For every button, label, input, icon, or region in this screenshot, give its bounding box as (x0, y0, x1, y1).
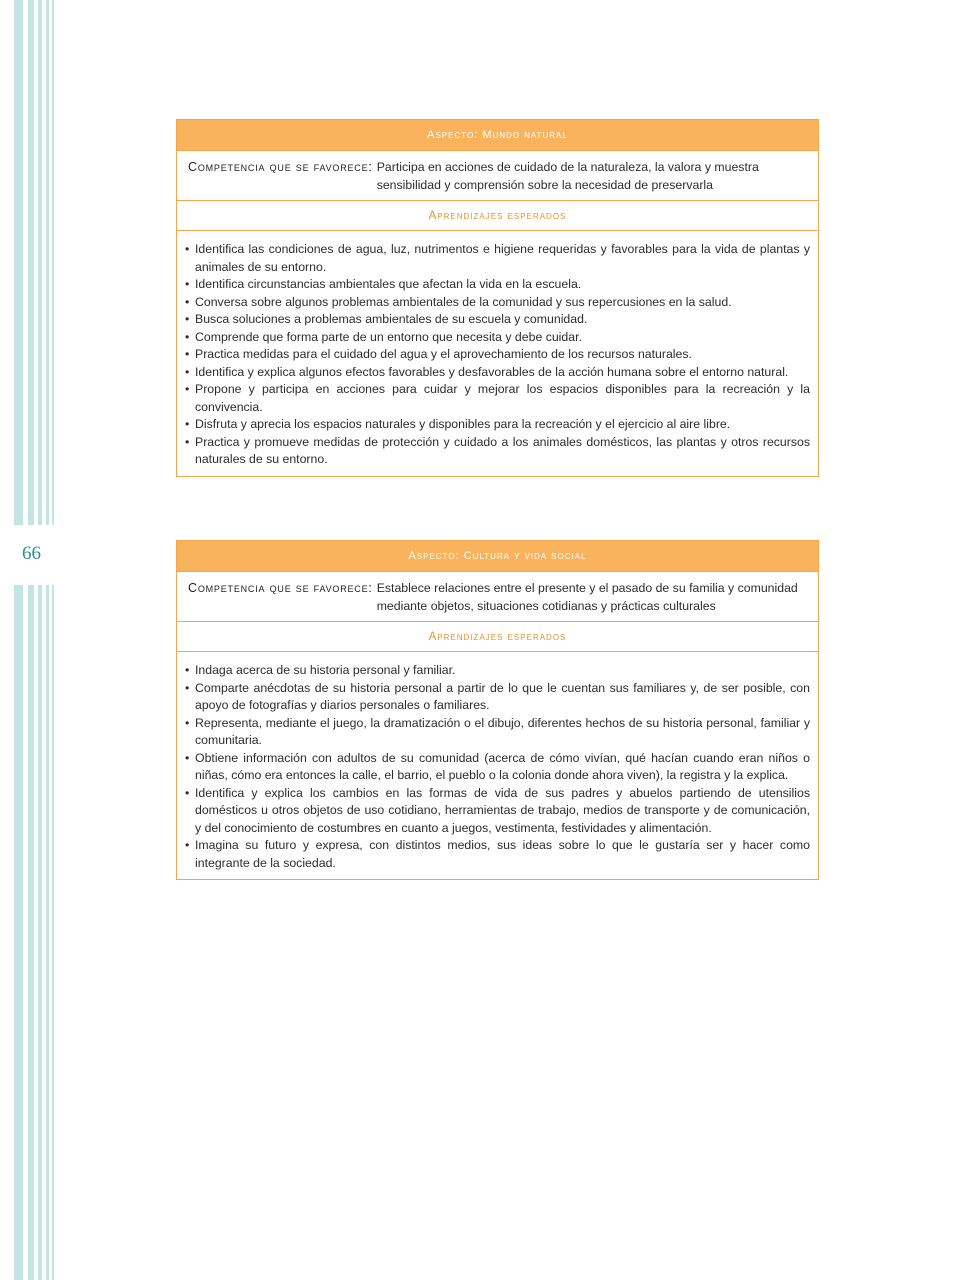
stripe (46, 0, 49, 525)
list-item: • Practica y promueve medidas de protección y cuidado a los animales domésticos, las plantas y otros recursos naturales de su entorno. (185, 434, 810, 469)
competence-text: Establece relaciones entre el presente y el pasado de su familia y comunidad mediante objetos, situaciones cotidianas y prácticas culturales (376, 581, 798, 613)
stripe (28, 585, 34, 1280)
list-item: • Busca soluciones a problemas ambientales de su escuela y comunidad. (185, 311, 810, 329)
list-item: • Identifica circunstancias ambientales que afectan la vida en la escuela. (185, 276, 810, 294)
list-item: • Propone y participa en acciones para cuidar y mejorar los espacios disponibles para la recreación y la convivencia. (185, 381, 810, 416)
aspect-title: Aspecto: Mundo natural (177, 120, 818, 150)
list-item: • Comprende que forma parte de un entorno que necesita y debe cuidar. (185, 329, 810, 347)
competence-row (177, 150, 818, 200)
aspect-title: Aspecto: Cultura y vida social (177, 541, 818, 571)
stripe (52, 0, 54, 525)
page-number: 66 (22, 543, 41, 564)
list-item: • Conversa sobre algunos problemas ambientales de la comunidad y sus repercusiones en la salud. (185, 294, 810, 312)
list-item: • Identifica las condiciones de agua, luz, nutrimentos e higiene requeridas y favorables para la vida de plantas y animales de su entorno. (185, 241, 810, 276)
list-item: • Identifica y explica algunos efectos favorables y desfavorables de la acción humana sobre el entorno natural. (185, 364, 810, 382)
stripe (52, 585, 54, 1280)
list-item: • Representa, mediante el juego, la dramatización o el dibujo, diferentes hechos de su historia personal, familiar y comunitaria. (185, 715, 810, 750)
learning-header: Aprendizajes esperados (177, 200, 818, 231)
list-item: • Obtiene información con adultos de su comunidad (acerca de cómo vivían, qué hacían cuando eran niños o niñas, cómo era entonces la calle, el barrio, el pueblo o la colonia donde ahora viven), la registra y la explica. (185, 750, 810, 785)
list-item: • Indaga acerca de su historia personal y familiar. (185, 662, 810, 680)
list-item: • Imagina su futuro y expresa, con distintos medios, sus ideas sobre lo que le gustaría ser y hacer como integrante de la sociedad. (185, 837, 810, 872)
aspect-box-mundo-natural (176, 119, 819, 477)
competence-label: Competencia que se favorece: (188, 581, 373, 595)
competence-row (177, 571, 818, 621)
stripe (46, 585, 49, 1280)
list-item: • Comparte anécdotas de su historia personal a partir de lo que le cuentan sus familiares y, de ser posible, con apoyo de fotografías y diarios personales o familiares. (185, 680, 810, 715)
learning-header: Aprendizajes esperados (177, 621, 818, 652)
stripe (14, 585, 23, 1280)
competence-label: Competencia que se favorece: (188, 160, 373, 174)
list-item: • Practica medidas para el cuidado del agua y el aprovechamiento de los recursos naturales. (185, 346, 810, 364)
list-item: • Identifica y explica los cambios en las formas de vida de sus padres y abuelos partiendo de utensilios domésticos u otros objetos de uso cotidiano, herramientas de trabajo, medios de transporte y de comunicación, y del conocimiento de costumbres en cuanto a juegos, vestimenta, festividades y alimentación. (185, 785, 810, 838)
learning-list (177, 231, 818, 476)
aspect-box-cultura-vida-social (176, 540, 819, 880)
stripe (28, 0, 34, 525)
stripe (14, 0, 23, 525)
stripe (38, 585, 42, 1280)
stripe (38, 0, 42, 525)
learning-list (177, 652, 818, 879)
list-item: • Disfruta y aprecia los espacios naturales y disponibles para la recreación y el ejercicio al aire libre. (185, 416, 810, 434)
competence-text: Participa en acciones de cuidado de la naturaleza, la valora y muestra sensibilidad y comprensión sobre la necesidad de preservarla (376, 160, 759, 192)
margin-stripes (0, 0, 60, 1280)
